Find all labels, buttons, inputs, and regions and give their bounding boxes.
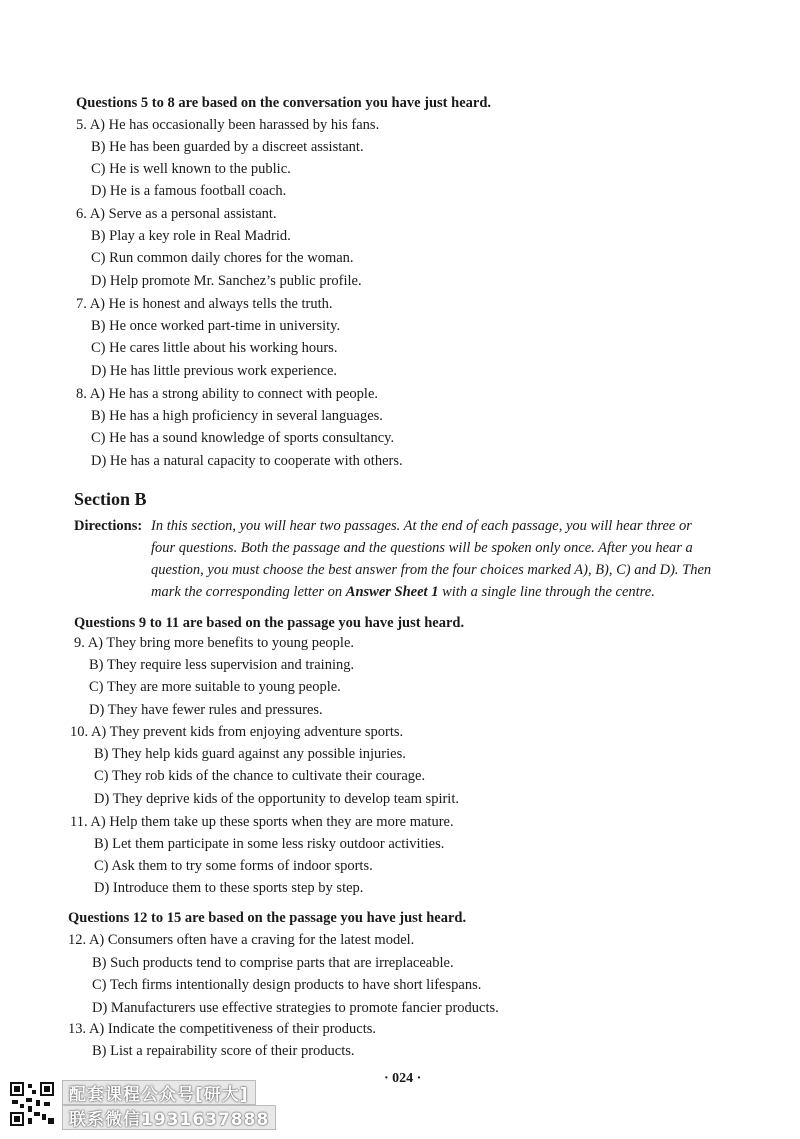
directions-line-1: In this section, you will hear two passages. At the end of each passage, you will hear three or xyxy=(151,518,692,534)
qr-code-icon xyxy=(8,1080,56,1128)
q10-option-d: D) They deprive kids of the opportunity to develop team spirit. xyxy=(94,791,459,807)
directions-line-3: question, you must choose the best answer from the four choices marked A), B), C) and D). Then xyxy=(151,562,712,578)
q6-option-c: C) Run common daily chores for the woman. xyxy=(91,250,354,266)
q6-option-d: D) Help promote Mr. Sanchez’s public profile. xyxy=(91,273,362,289)
q9-option-b: B) They require less supervision and training. xyxy=(89,657,355,673)
q7-option-a: 7. A) He is honest and always tells the truth. xyxy=(76,296,333,312)
q8-option-c: C) He has a sound knowledge of sports consultancy. xyxy=(91,430,395,446)
directions-line-4-post: with a single line through the centre. xyxy=(438,584,655,600)
directions-line-4-pre: mark the corresponding letter on xyxy=(151,584,346,600)
q11-option-b: B) Let them participate in some less risky outdoor activities. xyxy=(94,836,445,852)
q5-option-d: D) He is a famous football coach. xyxy=(91,183,287,199)
directions-text xyxy=(151,515,786,603)
q7-option-c: C) He cares little about his working hours. xyxy=(91,340,338,356)
q10-option-a: 10. A) They prevent kids from enjoying adventure sports. xyxy=(70,724,404,740)
directions-label: Directions: xyxy=(74,518,143,534)
q10-option-b: B) They help kids guard against any possible injuries. xyxy=(94,746,406,762)
q12-option-a: 12. A) Consumers often have a craving for the latest model. xyxy=(68,932,415,948)
q8-option-b: B) He has a high proficiency in several languages. xyxy=(91,408,383,424)
q9-option-a: 9. A) They bring more benefits to young people. xyxy=(74,635,355,651)
q7-option-d: D) He has little previous work experience. xyxy=(91,363,338,379)
section-b-title: Section B xyxy=(74,489,147,509)
directions-line-2: four questions. Both the passage and the questions will be spoken only once. After you hear a xyxy=(151,540,693,556)
q6-option-a: 6. A) Serve as a personal assistant. xyxy=(76,206,277,222)
q10-option-c: C) They rob kids of the chance to cultivate their courage. xyxy=(94,768,426,784)
q5-option-c: C) He is well known to the public. xyxy=(91,161,291,177)
promo-banner-course: 配套课程公众号[研大] xyxy=(62,1080,256,1105)
group-title-q9-11: Questions 9 to 11 are based on the passage you have just heard. xyxy=(74,615,465,631)
q13-option-b: B) List a repairability score of their products. xyxy=(92,1043,355,1059)
q12-option-b: B) Such products tend to comprise parts that are irreplaceable. xyxy=(92,955,454,971)
page-number: · 024 · xyxy=(384,1071,422,1086)
group-title-q12-15: Questions 12 to 15 are based on the passage you have just heard. xyxy=(68,910,467,926)
footer-promo xyxy=(8,1080,338,1130)
q6-option-b: B) Play a key role in Real Madrid. xyxy=(91,228,291,244)
q9-option-d: D) They have fewer rules and pressures. xyxy=(89,702,323,718)
promo-banner-contact: 联系微信1931637888 xyxy=(62,1105,276,1130)
q8-option-a: 8. A) He has a strong ability to connect with people. xyxy=(76,386,379,402)
q11-option-a: 11. A) Help them take up these sports when they are more mature. xyxy=(70,814,454,830)
q13-option-a: 13. A) Indicate the competitiveness of their products. xyxy=(68,1021,377,1037)
q12-option-d: D) Manufacturers use effective strategies to promote fancier products. xyxy=(92,1000,499,1016)
q7-option-b: B) He once worked part-time in university. xyxy=(91,318,341,334)
q12-option-c: C) Tech firms intentionally design products to have short lifespans. xyxy=(92,977,482,993)
q11-option-d: D) Introduce them to these sports step by step. xyxy=(94,880,364,896)
q8-option-d: D) He has a natural capacity to cooperate with others. xyxy=(91,453,403,469)
q9-option-c: C) They are more suitable to young people. xyxy=(89,679,341,695)
q5-option-a: 5. A) He has occasionally been harassed by his fans. xyxy=(76,117,380,133)
q5-option-b: B) He has been guarded by a discreet assistant. xyxy=(91,139,364,155)
group-title-q5-8: Questions 5 to 8 are based on the conversation you have just heard. xyxy=(76,95,492,111)
answer-sheet-ref: Answer Sheet 1 xyxy=(345,584,439,600)
q11-option-c: C) Ask them to try some forms of indoor sports. xyxy=(94,858,373,874)
directions-line-4 xyxy=(151,581,786,603)
